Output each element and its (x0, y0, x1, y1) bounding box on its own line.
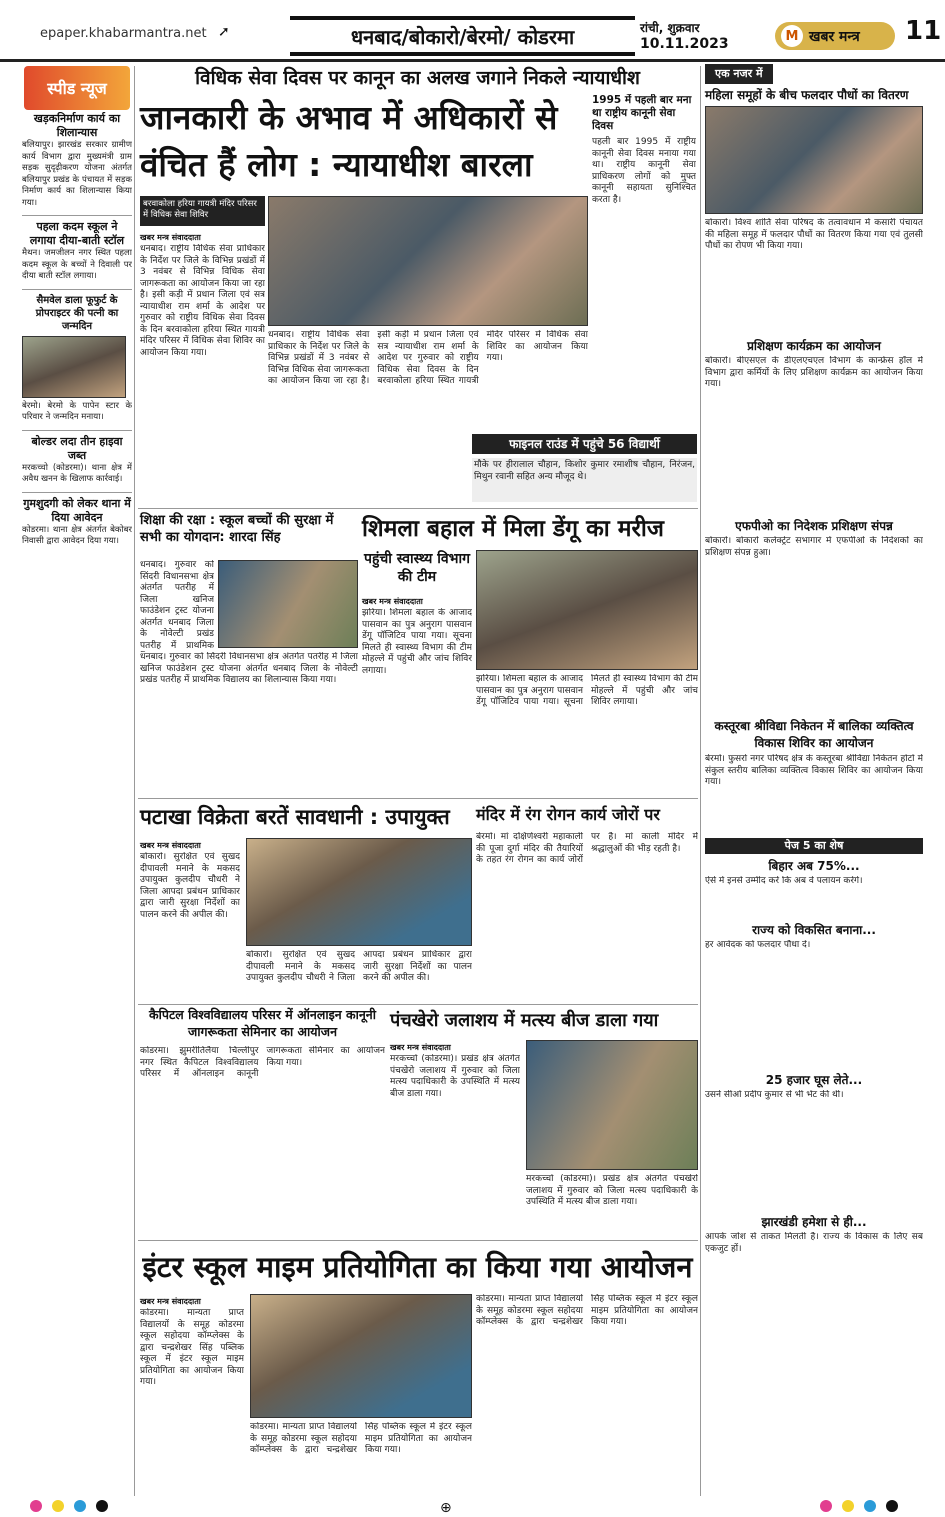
right-top-text: बोकारो। विश्व शांति सेवा परिषद के तत्वावधान में कसारी पंचायत की महिला समूह में फलदार पौधों का वितरण किया गया एवं तुलसी पौधों का रोपण भी किया गया। (705, 218, 923, 251)
lead-photo (268, 196, 588, 326)
capital-text: कोडरमा। झुमरीतिलैया चिल्लीपुर नगर स्थित कैपिटल विश्वविद्यालय परिसर में ऑनलाइन कानूनी जागरूकता सेमिनार का आयोजन किया गया। (140, 1046, 385, 1079)
shimla-subhead: पहुंची स्वास्थ्य विभाग की टीम (364, 551, 470, 585)
cont-title: झारखंडी हमेशा से ही... (761, 1215, 867, 1229)
right-section-title: कस्तूरबा श्रीविद्या निकेतन में बालिका व्यक्तित्व विकास शिविर का आयोजन (714, 719, 914, 750)
right-section-title: प्रशिक्षण कार्यक्रम का आयोजन (747, 339, 881, 353)
inter-school-text-continued: कोडरमा। मान्यता प्राप्त विद्यालयों के समूह कोडरमा स्कूल सहोदया कॉम्प्लेक्स के द्वारा चन्द्रशेखर सिंह पब्लिक स्कूल में इंटर स्कूल माइम प्रतियोगिता का आयोजन किया गया। (250, 1422, 472, 1455)
left-item-title: बोल्डर लदा तीन हाइवा जब्त (31, 434, 123, 462)
lead-text: धनबाद। राष्ट्रीय विधिक सेवा प्राधिकार के निर्देश पर जिले के विभिन्न प्रखंडों में 3 नवंबर से विभिन्न विधिक सेवा जागरूकता का आयोजन किया जा रहा है। इसी कड़ी में प्रधान जिला एवं सत्र न्यायाधीश राम शर्मा के आदेश पर गुरुवार को राष्ट्रीय विधिक सेवा दिवस के दिन बरवाकोला हरिया स्थित गायत्री मंदिर परिसर में विधिक सेवा शिविर का आयोजन किया गया। (140, 244, 265, 358)
right-top-title: महिला समूहों के बीच फलदार पौधों का वितरण (705, 88, 909, 102)
cyan-dot (74, 1500, 86, 1512)
cont-text: ऐसे में इनसे उम्मीद करें कि अब वे पलायन करेंगे। (705, 876, 863, 886)
right-section-text: बोकारो। बोकारो कलेक्ट्रेट सभागार में एफपीओ के निदेशकों का प्रशिक्षण संपन्न हुआ। (705, 536, 923, 558)
edition-title: धनबाद/बोकारो/बेरमो/ कोडरमा (290, 16, 635, 56)
brand-icon: M (781, 25, 803, 47)
inter-school-photo (250, 1294, 472, 1418)
left-item (22, 220, 132, 283)
left-item (22, 294, 132, 424)
black-dot (886, 1500, 898, 1512)
registration-marks-left (30, 1500, 108, 1514)
ek-nazar-text: एक नजर में (705, 64, 773, 84)
lead-text-continued: धनबाद। राष्ट्रीय विधिक सेवा प्राधिकार के निर्देश पर जिले के विभिन्न प्रखंडों में 3 नवंबर से विभिन्न विधिक सेवा जागरूकता का आयोजन किया जा रहा है। इसी कड़ी में प्रधान जिला एवं सत्र न्यायाधीश राम शर्मा के आदेश पर गुरुवार को राष्ट्रीय विधिक सेवा दिवस के दिन बरवाकोला हरिया स्थित गायत्री मंदिर परिसर में विधिक सेवा शिविर का आयोजन किया गया। (268, 330, 588, 386)
side-text: पहली बार 1995 में राष्ट्रीय कानूनी सेवा दिवस मनाया गया था। राष्ट्रीय कानूनी सेवा प्राधिकरण लोगों को मुफ्त कानूनी सहायता सुनिश्चित करता है। (592, 137, 696, 205)
shimla-headline: शिमला बहाल में मिला डेंगू का मरीज (362, 516, 664, 542)
divider (22, 492, 132, 493)
right-top-photo (705, 106, 923, 214)
right-section-text: बेरमो। फुसरो नगर परिषद क्षेत्र के कस्तूरबा श्रीविद्या निकेतन होटों में संकुल स्तरीय बालिका व्यक्तित्व विकास शिविर का आयोजन किया गया। (705, 754, 923, 787)
final-round-text: मौके पर हीरालाल चौहान, किशोर कुमार रमाशीष चौहान, निरंजन, मिथुन रवानी सहित अन्य मौजूद थे। (472, 458, 697, 502)
black-dot (96, 1500, 108, 1512)
inter-school-byline: खबर मन्त्र संवाददाता (140, 1297, 201, 1306)
crosshair-icon: ⊕ (440, 1500, 452, 1516)
side-title: 1995 में पहली बार मना था राष्ट्रीय कानूनी सेवा दिवस (592, 94, 692, 132)
panchkhero-byline: खबर मन्त्र संवाददाता (390, 1043, 451, 1052)
left-item-title: खड़कनिर्माण कार्य का शिलान्यास (33, 112, 121, 139)
inter-school-headline: इंटर स्कूल माइम प्रतियोगिता का किया गया आयोजन (142, 1250, 693, 1284)
patakha-headline: पटाखा विक्रेता बरतें सावधानी : उपायुक्त (140, 805, 450, 829)
continued-label: पेज 5 का शेष (705, 838, 923, 854)
patakha-photo (246, 838, 472, 946)
inter-school-text-more: कोडरमा। मान्यता प्राप्त विद्यालयों के समूह कोडरमा स्कूल सहोदया कॉम्प्लेक्स के द्वारा चन्द्रशेखर सिंह पब्लिक स्कूल में इंटर स्कूल माइम प्रतियोगिता का आयोजन किया गया। (476, 1294, 698, 1327)
right-section-title: एफपीओ का निदेशक प्रशिक्षण संपन्न (735, 519, 893, 533)
right-section-text: बोकारो। बीएसएल के डीएलएचएल विभाग के कान्फ्रेंस हॉल में विभाग द्वारा कर्मियों के लिए प्रशिक्षण कार्यक्रम का आयोजन किया गया। (705, 356, 923, 389)
column-rule (134, 66, 135, 1496)
panchkhero-headline: पंचखेरो जलाशय में मत्स्य बीज डाला गया (390, 1010, 659, 1031)
left-item-title: गुमशुदगी को लेकर थाना में दिया आवेदन (23, 496, 131, 524)
divider (22, 215, 132, 216)
speed-news-label: स्पीड न्यूज (24, 66, 130, 110)
shiksha-headline: शिक्षा की रक्षा : स्कूल बच्चों की सुरक्षा में सभी का योगदान: शारदा सिंह (140, 513, 334, 545)
magenta-dot (820, 1500, 832, 1512)
shiksha-text: धनबाद। गुरुवार को सिंदरी विधानसभा क्षेत्र अंतर्गत पतरीह में जिला खनिज फाउंडेशन ट्रस्ट योजना अंतर्गत धनबाद जिला के नोवेल्टी प्रखंड पतरीह में प्राथमिक (140, 560, 214, 651)
shiksha-photo (218, 560, 358, 648)
shiksha-text-continued: धनबाद। गुरुवार को सिंदरी विधानसभा क्षेत्र अंतर्गत पतरीह में जिला खनिज फाउंडेशन ट्रस्ट योजना अंतर्गत धनबाद जिला के नोवेल्टी प्रखंड पतरीह में प्राथमिक विद्यालय का शिलान्यास किया गया। (140, 652, 358, 685)
panchkhero-text-continued: मरकच्चो (कोडरमा)। प्रखंड क्षेत्र अंतर्गत पंचखेरो जलाशय में गुरुवार को जिला मत्स्य पदाधिकारी के उपस्थिति में मत्स्य बीज डाला गया। (526, 1174, 698, 1207)
left-item (22, 112, 132, 209)
photo-caption: बरवाकोला हरिया गायत्री मंदिर परिसर में विधिक सेवा शिविर (140, 196, 265, 226)
side-box (592, 94, 696, 424)
shimla-text: झरिया। शिमला बहाल के आजाद पासवान का पुत्र अनुराग पासवान डेंगू पॉजिटिव पाया गया। सूचना मिलते ही स्वास्थ्य विभाग की टीम मोहल्ले में पहुंची और जांच शिविर लगाया। (362, 608, 472, 676)
site-url[interactable]: epaper.khabarmantra.net (40, 26, 207, 41)
birthday-photo (22, 336, 126, 398)
page-number: 11 (905, 16, 942, 46)
column-rule (700, 66, 701, 1496)
brand-name: खबर मन्त्र (809, 28, 860, 45)
left-item-title: पहला कदम स्कूल ने लगाया दीया-बाती स्टॉल (29, 220, 125, 247)
mandir-headline: मंदिर में रंग रोगन कार्य जोरों पर (476, 805, 660, 824)
left-item-text: मरकच्चो (कोडरमा)। थाना क्षेत्र में अवैध खनन के खिलाफ कार्रवाई। (22, 462, 132, 484)
lead-headline: जानकारी के अभाव में अधिकारों से वंचित हैं लोग : न्यायाधीश बारला (140, 98, 558, 184)
patakha-text: बोकारो। सुरक्षित एवं सुखद दीपावली मनाने के मकसद उपायुक्त कुलदीप चौधरी ने जिला आपदा प्रबंधन प्राधिकार द्वारा जारी सुरक्षा निर्देशों का पालन करने की अपील की। (140, 852, 240, 920)
section-rule (138, 1240, 698, 1241)
cont-title: 25 हजार घूस लेते... (765, 1073, 863, 1087)
cont-text: उसने सीओ प्रदीप कुमार से भी भेंट की थी। (705, 1090, 844, 1100)
cursor-icon: ➚ (218, 24, 230, 40)
shimla-text-continued: झरिया। शिमला बहाल के आजाद पासवान का पुत्र अनुराग पासवान डेंगू पॉजिटिव पाया गया। सूचना मिलते ही स्वास्थ्य विभाग की टीम मोहल्ले में पहुंची और जांच शिविर लगाया। (476, 674, 698, 707)
left-item-text: मैथन। जमजीलन नगर स्थित पहला कदम स्कूल के बच्चों ने दिवाली पर दीया बाती स्टॉल लगाया। (22, 248, 132, 281)
shimla-photo (476, 550, 698, 670)
left-item-text: बलियापुर। झारखंड सरकार ग्रामीण कार्य विभाग द्वारा मुख्यमंत्री ग्राम सड़क सुदृढ़ीकरण योजना अंतर्गत बलियापुर प्रखंड के पंचायत में सड़क निर्माण कार्य का शिलान्यास किया गया। (22, 140, 132, 208)
registration-marks-right (820, 1500, 898, 1514)
cont-title: राज्य को विकसित बनाना... (752, 923, 876, 937)
cyan-dot (864, 1500, 876, 1512)
capital-headline: कैपिटल विश्वविद्यालय परिसर में ऑनलाइन कानूनी जागरूकता सेमिनार का आयोजन (149, 1007, 376, 1039)
masthead (0, 0, 945, 62)
crosshair-mark (440, 1500, 452, 1514)
left-item-text: बेरमो। बेरमो के पापेन स्टार के परिवार ने जन्मदिन मनाया। (22, 400, 132, 422)
date: 10.11.2023 (640, 36, 729, 52)
yellow-dot (842, 1500, 854, 1512)
left-item-text: कोडरमा। थाना क्षेत्र अंतर्गत बेकोबर निवासी द्वारा आवेदन दिया गया। (22, 524, 132, 546)
left-item-title: सैमवेल डाला फूफुर्ट के प्रोपराइटर की पत्नी का जन्मदिन (35, 294, 119, 332)
mandir-text: बेरमो। मां दक्षिणेश्वरी महाकाली की पूजा दुर्गा मंदिर की तैयारियों के तहत रंग रोगन का कार्य जोरों पर है। मां काली मंदिर में श्रद्धालुओं की भीड़ रहती है। (476, 832, 698, 865)
patakha-byline: खबर मन्त्र संवाददाता (140, 841, 201, 850)
cont-text: आपके जोश से ताकत मिलती है। राज्य के विकास के लिए सब एकजुट हों। (705, 1232, 923, 1254)
divider (22, 430, 132, 431)
yellow-dot (52, 1500, 64, 1512)
final-round-title: फाइनल राउंड में पहुंचे 56 विद्यार्थी (472, 434, 697, 454)
panchkhero-photo (526, 1040, 698, 1170)
city-day: रांची, शुक्रवार (640, 21, 700, 35)
shimla-byline: खबर मन्त्र संवाददाता (362, 597, 423, 606)
left-item (22, 435, 132, 486)
lead-kicker: विधिक सेवा दिवस पर कानून का अलख जगाने निकले न्यायाधीश (195, 67, 640, 89)
divider (22, 289, 132, 290)
ek-nazar-label (705, 64, 905, 84)
inter-school-text: कोडरमा। मान्यता प्राप्त विद्यालयों के समूह कोडरमा स्कूल सहोदया कॉम्प्लेक्स के द्वारा चन्द्रशेखर सिंह पब्लिक स्कूल में इंटर स्कूल माइम प्रतियोगिता का आयोजन किया गया। (140, 1308, 244, 1387)
magenta-dot (30, 1500, 42, 1512)
lead-byline: खबर मन्त्र संवाददाता (140, 233, 201, 242)
patakha-text-continued: बोकारो। सुरक्षित एवं सुखद दीपावली मनाने के मकसद उपायुक्त कुलदीप चौधरी ने जिला आपदा प्रबंधन प्राधिकार द्वारा जारी सुरक्षा निर्देशों का पालन करने की अपील की। (246, 950, 472, 983)
dateline (640, 20, 729, 52)
left-news-column (22, 112, 132, 1497)
panchkhero-text: मरकच्चो (कोडरमा)। प्रखंड क्षेत्र अंतर्गत पंचखेरो जलाशय में गुरुवार को जिला मत्स्य पदाधिकारी के उपस्थिति में मत्स्य बीज डाला गया। (390, 1054, 520, 1099)
section-rule (138, 1004, 698, 1005)
section-rule (138, 798, 698, 799)
brand-logo (775, 22, 895, 50)
cont-title: बिहार अब 75%... (768, 859, 860, 873)
section-rule (138, 508, 698, 509)
left-item (22, 497, 132, 548)
cont-text: हर आवेदक को फलदार पौधा दें। (705, 940, 811, 950)
